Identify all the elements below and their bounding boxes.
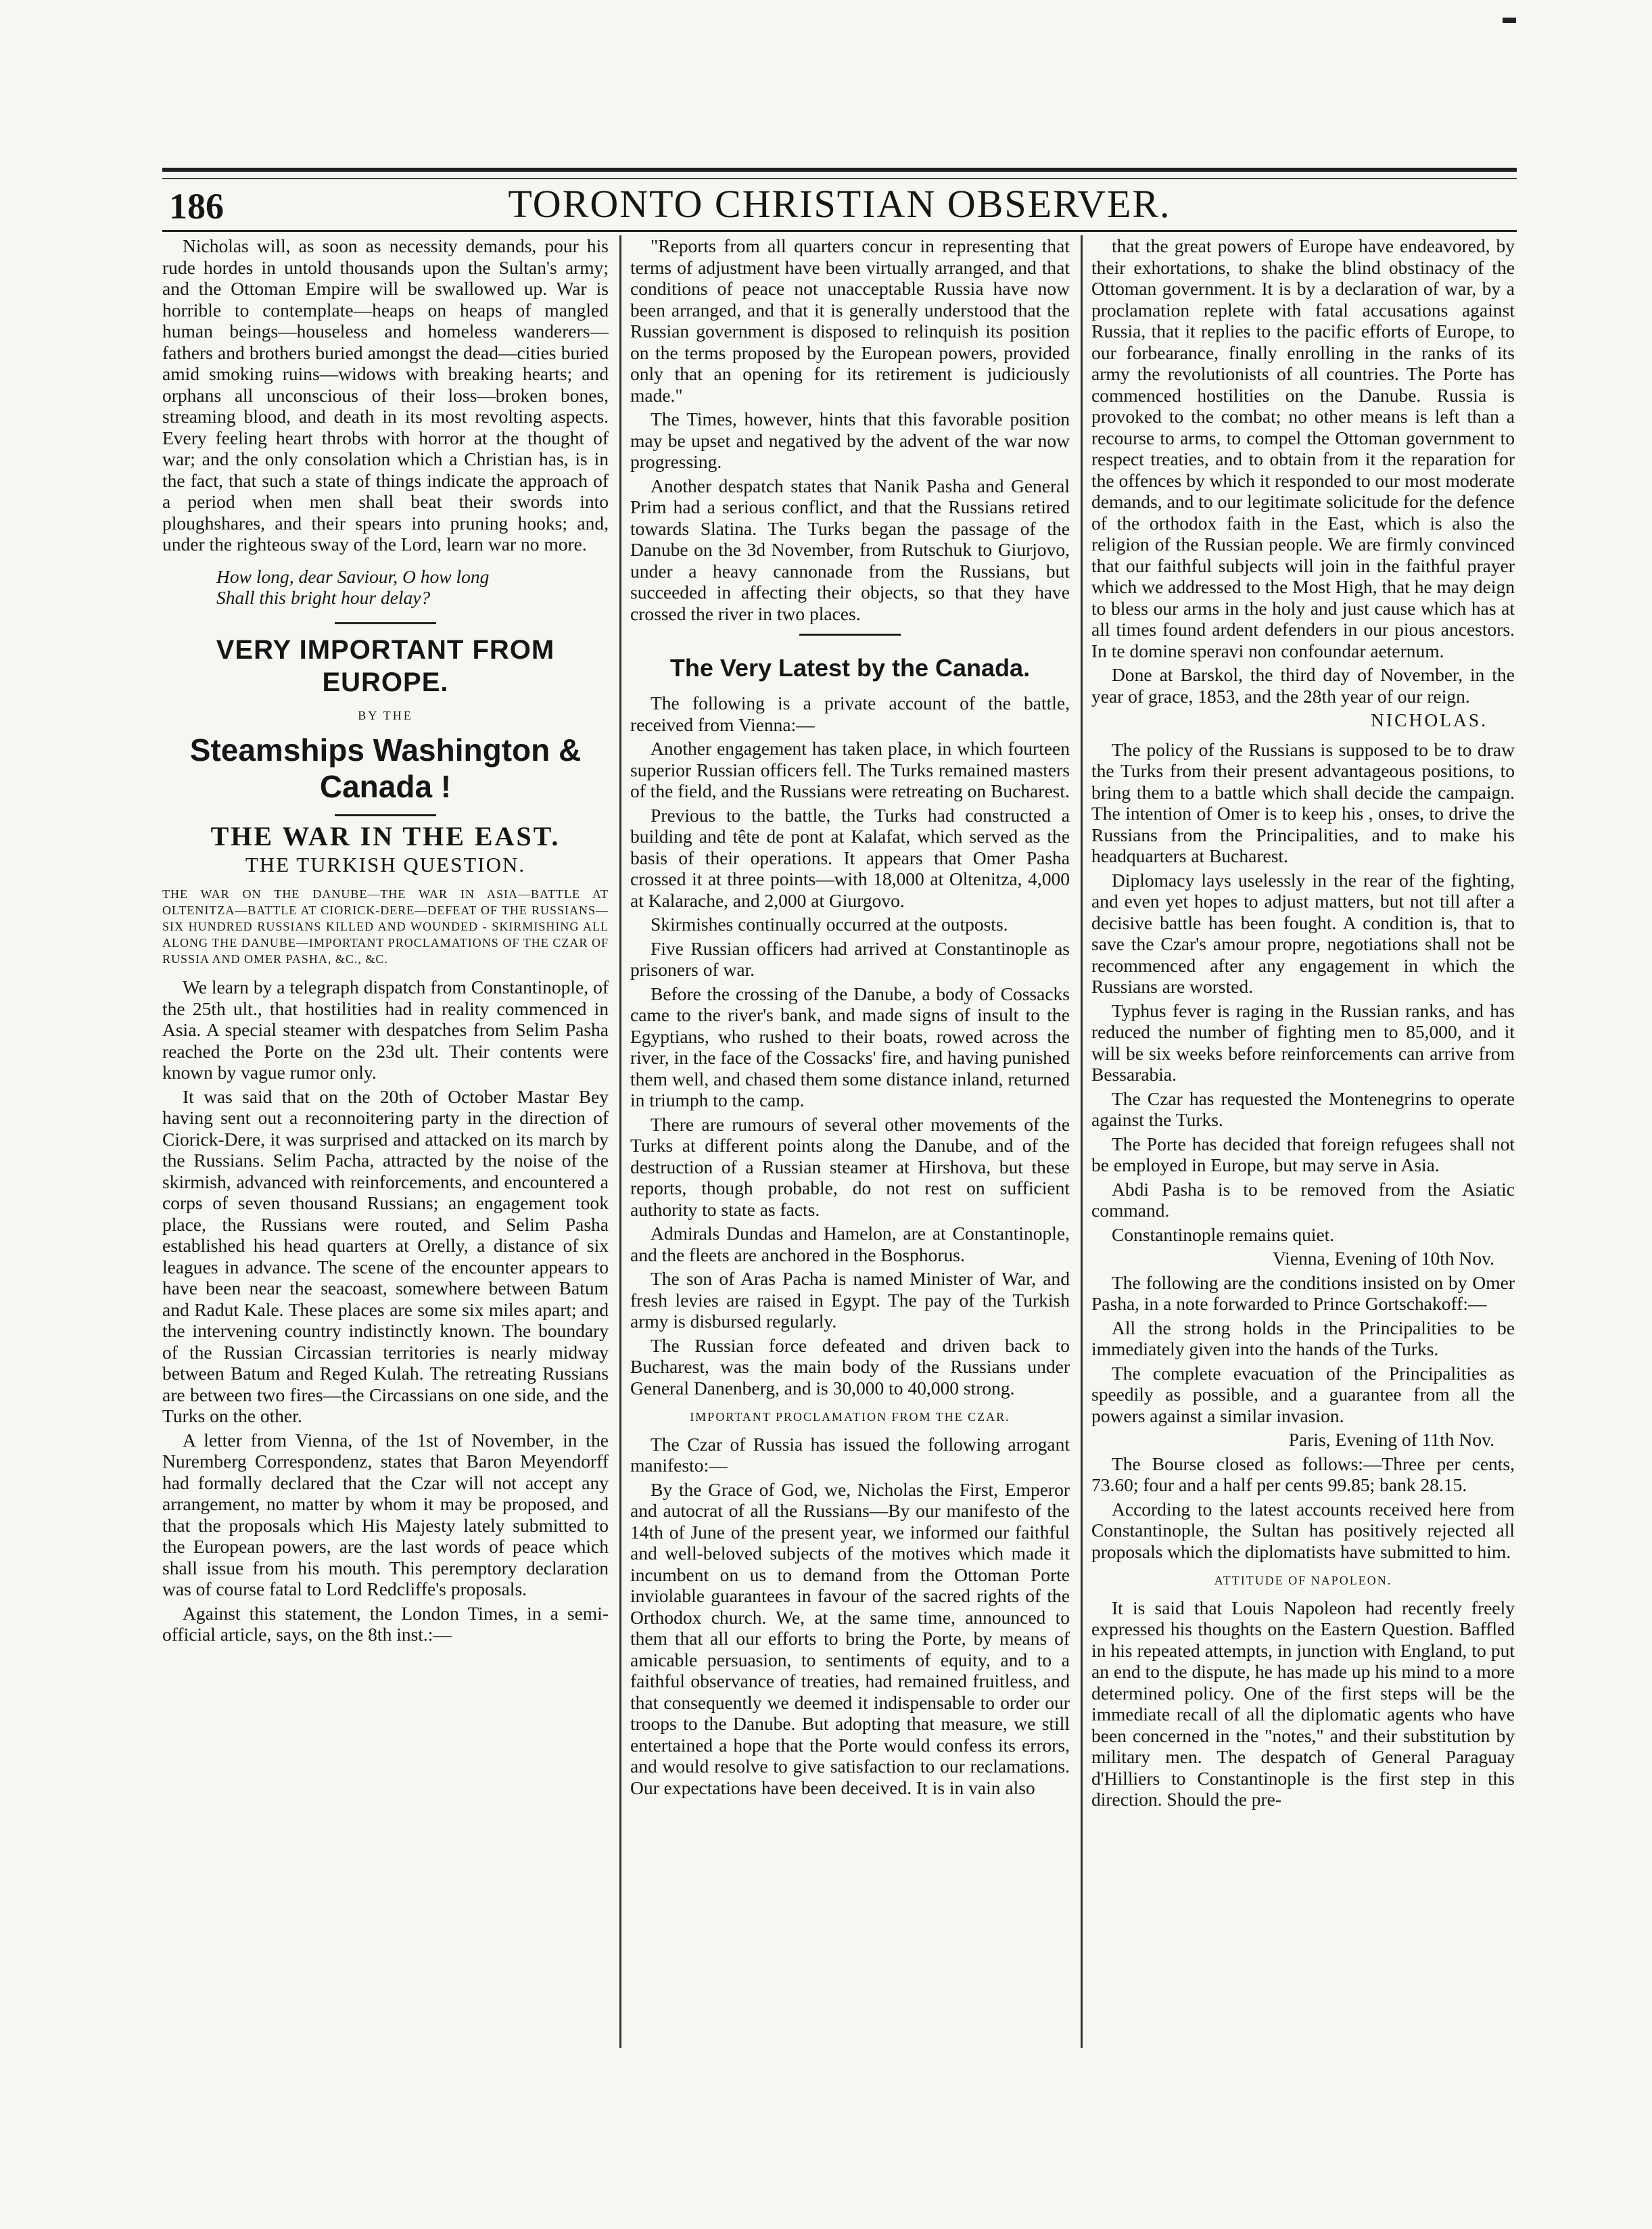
paragraph: Diplomacy lays uselessly in the rear of the fighting, and even yet hopes to adjust matters, but not till after a decisive battle has been fought. A condition is, that to save the Czar's amour propre, negotiations shall not be recommenced after any engagement in which the Russians are worsted. <box>1091 869 1515 997</box>
poem-line: Shall this bright hour delay? <box>216 587 431 608</box>
header-rule <box>162 230 1517 232</box>
column-2 <box>630 235 1070 2048</box>
paragraph: Constantinople remains quiet. <box>1112 1223 1335 1245</box>
paragraph: The Russian force defeated and driven back to Bucharest, was the main body of the Russians under General Danenberg, and is 30,000 to 40,000 strong. <box>630 1334 1070 1399</box>
headline-by: BY THE <box>358 708 413 722</box>
headline-steamships: Steamships Washington & Canada ! <box>189 732 582 804</box>
subhead-proclamation: IMPORTANT PROCLAMATION FROM THE CZAR. <box>690 1410 1010 1424</box>
section-divider <box>799 634 901 636</box>
paragraph: Abdi Pasha is to be removed from the Asiatic command. <box>1091 1178 1515 1221</box>
paragraph: The following are the conditions insisted on by Omer Pasha, in a note forwarded to Prince Gortschakoff:— <box>1091 1271 1515 1314</box>
paragraph: Skirmishes continually occurred at the outposts. <box>651 914 1008 935</box>
column-1 <box>162 235 609 2048</box>
paragraph: The son of Aras Pacha is named Minister of War, and fresh levies are raised in Egypt. The pay of the Turkish army is disbursed regularly. <box>630 1268 1070 1332</box>
paragraph: A letter from Vienna, of the 1st of November, in the Nuremberg Correspondenz, states that Baron Meyendorff had formally declared that the Czar will not accept any arrangement, no matter by whom it may be proposed, and that the proposals which His Majesty lately submitted to the European powers, are the last words of peace which shall issue from his mouth. This peremptory declaration was of course fatal to Lord Redcliffe's proposals. <box>162 1429 609 1599</box>
paragraph: Done at Barskol, the third day of November, in the year of grace, 1853, and the 28th year of our reign. <box>1091 664 1515 707</box>
column-3 <box>1091 235 1515 2048</box>
paragraph: It was said that on the 20th of October Mastar Bey having sent out a reconnoitering party in the direction of Ciorick-Dere, it was surprised and attacked on its march by the Russians. Selim Pacha, attracted by the noise of the skirmish, advanced with reinforcements, and encountered a corps of seven thousand Russians; an engagement took place, the Russians were routed, and Selim Pasha established his head quarters at Orelly, a distance of six leagues in advance. The scene of the encounter appears to have been near the seacoast, somewhere between Batum and Radut Kale. These places are some six miles apart; and the intervening country indistinctly known. The boundary of the Russian Circassian territories is nearly midway between Batum and Reged Kulah. The retreating Russians are between two fires—the Circassians on one side, and the Turks on the other. <box>162 1085 609 1426</box>
page-header <box>162 181 1517 227</box>
paragraph: that the great powers of Europe have endeavored, by their exhortations, to shake the blind obstinacy of the Ottoman government. It is by a declaration of war, by a proclamation replete with fatal accusations against Russia, that it replies to the pacific efforts of Europe, to our forbearance, finally enrolling in the ranks of its army the revolutionists of all countries. The Porte has commenced hostilities on the Danube. Russia is provoked to the combat; no other means is left than a recourse to arms, to compel the Ottoman government to respect treaties, and to obtain from it the reparation for the offences by which it responded to our most moderate demands, and to our legitimate solicitude for the defence of the orthodox faith in the East, which is also the religion of the Russian people. We are firmly convinced that our faithful subjects will join in the faithful prayer which we addressed to the Most High, that he may deign to bless our arms in the holy and just cause which has at all times found ardent defenders in our pious ancestors. In te domine speravi non confoundar aeternum. <box>1091 235 1515 661</box>
headline-latest: The Very Latest by the Canada. <box>669 654 1031 682</box>
dateline: Paris, Evening of 11th Nov. <box>1288 1429 1494 1450</box>
poem-line: How long, dear Saviour, O how long <box>216 565 490 587</box>
paragraph: Five Russian officers had arrived at Constantinople as prisoners of war. <box>630 937 1070 980</box>
paragraph: We learn by a telegraph dispatch from Constantinople, of the 25th ult., that hostilities had in reality commenced in Asia. A special steamer with despatches from Selim Pasha reached the Porte on the 23d ult. Their contents were known by vague rumor only. <box>162 977 609 1083</box>
paragraph: Admirals Dundas and Hamelon, are at Constantinople, and the fleets are anchored in the Bosphorus. <box>630 1223 1070 1265</box>
paragraph: The Czar of Russia has issued the following arrogant manifesto:— <box>630 1433 1070 1476</box>
paragraph: The Times, however, hints that this favorable position may be upset and negatived by the advent of the war now progressing. <box>630 408 1070 472</box>
dateline: Vienna, Evening of 10th Nov. <box>1272 1248 1494 1269</box>
section-divider <box>335 814 436 816</box>
paragraph: Typhus fever is raging in the Russian ranks, and has reduced the number of fighting men to 85,000, and it will be six weeks before reinforcements can arrive from Bessarabia. <box>1091 1000 1515 1085</box>
paragraph: The policy of the Russians is supposed to be to draw the Turks from their present advantageous positions, to bring them to a battle which shall decide the campaign. The intention of Omer is to keep his , onses, to drive the Russians from the Principalities, and to make his headquarters at Bucharest. <box>1091 738 1515 866</box>
paragraph: "Reports from all quarters concur in representing that terms of adjustment have been virtually arranged, and that conditions of peace not unacceptable Russia have now been arranged, and that it is generally understood that the Russian government is disposed to relinquish its position on the terms proposed by the European powers, provided only that an opening for its retirement is judiciously made." <box>630 235 1070 406</box>
headline-important: VERY IMPORTANT FROM EUROPE. <box>216 634 555 697</box>
masthead-title: TORONTO CHRISTIAN OBSERVER. <box>508 182 1171 226</box>
paragraph: The Czar has requested the Montenegrins to operate against the Turks. <box>1091 1087 1515 1130</box>
article-columns <box>162 235 1515 2048</box>
headline-war: THE WAR IN THE EAST. <box>210 821 561 851</box>
paragraph: The complete evacuation of the Principalities as speedily as possible, and a guarantee from all the powers against a similar invasion. <box>1091 1362 1515 1426</box>
paragraph: Another engagement has taken place, in which fourteen superior Russian officers fell. The Turks remained masters of the field, and the Russians were retreating on Bucharest. <box>630 738 1070 801</box>
subhead-napoleon: ATTITUDE OF NAPOLEON. <box>1214 1574 1392 1587</box>
paragraph: By the Grace of God, we, Nicholas the First, Emperor and autocrat of all the Russians—By our manifesto of the 14th of June of the present year, we informed our faithful and well-beloved subjects of the motives which made it incumbent on us to demand from the Ottoman Porte inviolable guarantees in favour of the sacred rights of the Orthodox church. We, at the same time, announced to them that all our efforts to bring the Porte, by means of amicable persuasion, to sentiments of equity, and to a faithful observance of treaties, had remained fruitless, and that consequently we deemed it indispensable to order our troops to the Danube. But adopting that measure, we still entertained a hope that the Porte would confess its errors, and would resolve to give satisfaction to our reclamations. Our expectations have been deceived. It is in vain also <box>630 1478 1070 1798</box>
paragraph: It is said that Louis Napoleon had recently freely expressed his thoughts on the Eastern Question. Baffled in his repeated attempts, in junction with England, to put an end to the dispute, he has made up his mind to a more determined policy. One of the first steps will be the immediate recall of all the diplomatic agents who have been concerned in the "notes," and their substitution by military men. The despatch of General Paraguay d'Hilliers to Constantinople is the first step in this direction. Should the pre- <box>1091 1597 1515 1810</box>
signature: NICHOLAS. <box>1371 709 1488 730</box>
paragraph: According to the latest accounts received here from Constantinople, the Sultan has positively rejected all proposals which the diplomatists have submitted to him. <box>1091 1498 1515 1562</box>
paragraph: The following is a private account of the battle, received from Vienna:— <box>630 693 1070 735</box>
paragraph: Previous to the battle, the Turks had constructed a building and tête de pont at Kalafat, which served as the basis of their operations. It appears that Omer Pasha crossed it at three points—with 18,000 at Oltenitza, 4,000 at Kalarache, and 2,000 at Giurgovo. <box>630 804 1070 911</box>
summary-deck: THE WAR ON THE DANUBE—THE WAR IN ASIA—BATTLE AT OLTENITZA—BATTLE AT CIORICK-DERE—DEFEAT OF THE RUSSIANS—SIX HUNDRED RUSSIANS KILLED AND WOUNDED - SKIRMISHING ALL ALONG THE DANUBE—IMPORTANT PROCLAMATIONS OF THE CZAR OF RUSSIA AND OMER PASHA, &C., &C. <box>162 887 609 966</box>
paragraph: The Bourse closed as follows:—Three per cents, 73.60; four and a half per cents 99.85; bank 28.15. <box>1091 1453 1515 1495</box>
page-number: 186 <box>169 186 224 227</box>
top-rule <box>162 168 1517 172</box>
poem <box>162 566 609 609</box>
paragraph: Another despatch states that Nanik Pasha and General Prim had a serious conflict, and that the Russians retired towards Slatina. The Turks began the passage of the Danube on the 3d November, from Rutschuk to Giurjovo, under a heavy cannonade from the Russians, but succeeded in affecting their objects, so that they have crossed the river in two places. <box>630 475 1070 624</box>
section-divider <box>335 622 436 624</box>
corner-mark <box>1503 18 1516 23</box>
paragraph: Nicholas will, as soon as necessity demands, pour his rude hordes in untold thousands upon the Sultan's army; and the Ottoman Empire will be swallowed up. War is horrible to contemplate—heaps on heaps of mangled human beings—houseless and homeless wanderers—fathers and brothers buried amongst the dead—cities buried amid smoking ruins—widows with breaking hearts; and orphans all unconscious of their loss—broken bones, streaming blood, and death in its most revolting aspects. Every feeling heart throbs with horror at the thought of war; and the only consolation which a Christian has, is in the fact, that such a state of things indicate the approach of a period when men shall beat their swords into ploughshares, and their spears into pruning hooks; and, under the righteous sway of the Lord, learn war no more. <box>162 235 609 555</box>
headline-question: THE TURKISH QUESTION. <box>245 852 526 876</box>
top-rule-thin <box>162 178 1517 179</box>
paragraph: There are rumours of several other movements of the Turks at different points along the Danube, and of the destruction of a Russian steamer at Hirshova, but these reports, though probable, do not rest on sufficient authority to state as facts. <box>630 1113 1070 1220</box>
paragraph: All the strong holds in the Principalities to be immediately given into the hands of the Turks. <box>1091 1317 1515 1359</box>
paragraph: Before the crossing of the Danube, a body of Cossacks came to the river's bank, and made signs of insult to the Egyptians, who rushed to their boats, rowed across the river, in the face of the Cossacks' fire, and having punished them well, and chased them some distance inland, returned in triumph to the camp. <box>630 983 1070 1110</box>
paragraph: Against this statement, the London Times, in a semi-official article, says, on the 8th inst.:— <box>162 1602 609 1645</box>
paragraph: The Porte has decided that foreign refugees shall not be employed in Europe, but may serve in Asia. <box>1091 1133 1515 1175</box>
